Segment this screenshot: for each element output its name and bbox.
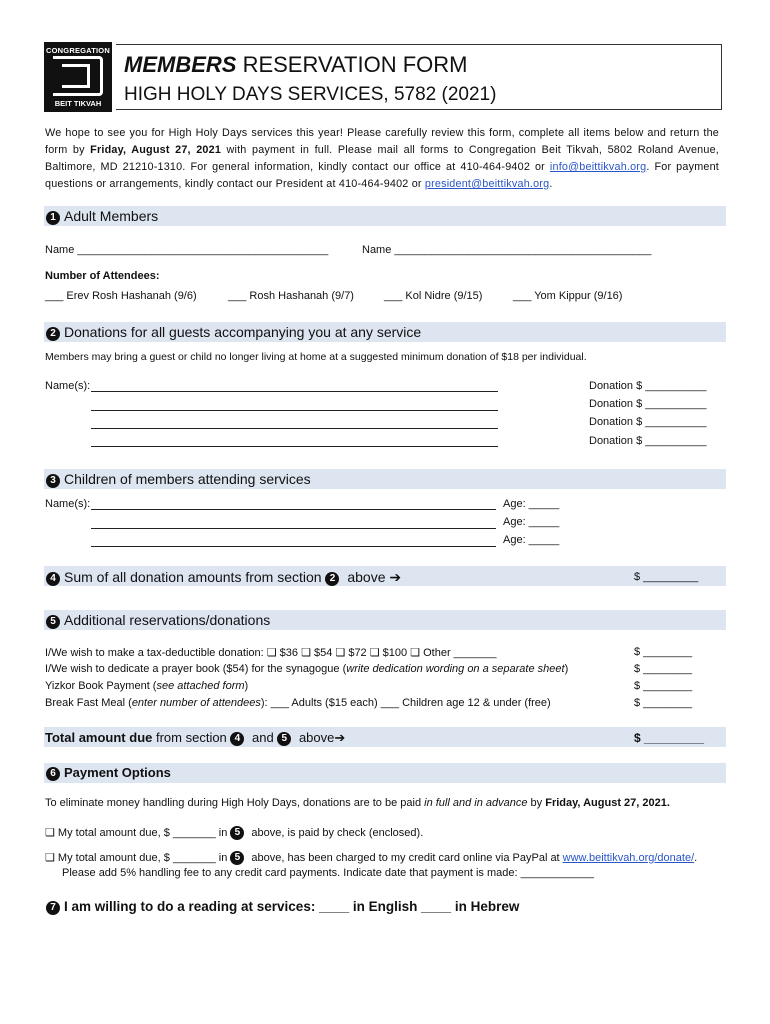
total-ref-5: 5: [277, 732, 291, 746]
page-subtitle: HIGH HOLY DAYS SERVICES, 5782 (2021): [124, 84, 497, 105]
page-title: [124, 52, 467, 78]
yizkor-text-c: ): [244, 680, 249, 692]
payment-note-a: To eliminate money handling during High Holy Days, donations are to be paid: [45, 797, 425, 809]
guest-donation-3[interactable]: Donation $ __________: [589, 416, 707, 428]
check-option-b: above, is paid by check (enclosed).: [248, 827, 424, 839]
intro-deadline: Friday, August 27, 2021: [90, 144, 222, 156]
section-2-number: 2: [46, 327, 60, 341]
total-ref-4: 4: [230, 732, 244, 746]
tax-deductible-donation-row[interactable]: I/We wish to make a tax-deductible donation: ❏ $36 ❏ $54 ❏ $72 ❏ $100 ❏ Other _______: [45, 647, 497, 659]
section-5-title: Additional reservations/donations: [64, 612, 271, 628]
section-3-number: 3: [46, 474, 60, 488]
break-fast-row[interactable]: [45, 697, 551, 709]
prayer-book-amount-field[interactable]: $ ________: [634, 663, 693, 675]
payment-note-b: in full and in advance: [424, 797, 528, 809]
break-fast-text-a: Break Fast Meal (: [45, 697, 132, 709]
guest-name-line-1[interactable]: [91, 391, 498, 392]
sum-donation-amount[interactable]: $ _________: [634, 571, 699, 583]
guest-name-line-3[interactable]: [91, 428, 498, 429]
total-text-b: above➔: [295, 730, 346, 745]
section-5-heading: [46, 612, 270, 629]
total-due-label: [45, 730, 345, 746]
guest-note: Members may bring a guest or child no longer living at home at a suggested minimum donation of $18 per individual.: [45, 351, 587, 363]
break-fast-text-c: ): ___ Adults ($15 each) ___ Children age 12 & under (free): [260, 697, 551, 709]
payment-paypal-option[interactable]: [45, 851, 697, 865]
office-email-link[interactable]: info@beittikvah.org: [549, 161, 647, 173]
guest-name-line-4[interactable]: [91, 446, 498, 447]
title-rest: RESERVATION FORM: [236, 52, 468, 77]
intro-text-2: with payment in full. Please mail all forms to Congregation Beit Tikvah, 5802 Roland Avenue, Baltimore, MD 21210-1310. For general information, kindly contact our office at 410-464-9402 or: [45, 144, 719, 173]
section-6-number: 6: [46, 767, 60, 781]
section-1-number: 1: [46, 211, 60, 225]
attendee-erev-rosh-hashanah[interactable]: ___ Erev Rosh Hashanah (9/6): [45, 290, 197, 302]
child-name-line-3[interactable]: [91, 546, 496, 547]
intro-text-4: .: [549, 178, 553, 190]
total-and: and: [248, 730, 278, 745]
prayer-book-text-b: write dedication wording on a separate sheet: [346, 663, 565, 675]
guest-name-line-2[interactable]: [91, 410, 498, 411]
section-4-number: 4: [46, 572, 60, 586]
section-6-title: Payment Options: [64, 765, 171, 780]
section-2-title: Donations for all guests accompanying you at any service: [64, 324, 422, 340]
payment-note-c: by: [527, 797, 546, 809]
section-2-heading: [46, 324, 421, 341]
title-bold: MEMBERS: [124, 52, 237, 77]
paypal-option-a: ❏ My total amount due, $ _______ in: [45, 852, 231, 864]
child-name-line-2[interactable]: [91, 528, 496, 529]
logo-bottom-text: BEIT TIKVAH: [54, 99, 102, 108]
prayer-book-text-c: ): [564, 663, 569, 675]
section-7-text: I am willing to do a reading at services: ____ in English ____ in Hebrew: [64, 899, 520, 914]
section-3-title: Children of members attending services: [64, 471, 311, 487]
section-6-heading: [46, 765, 171, 781]
prayer-book-row[interactable]: [45, 663, 568, 675]
congregation-logo: [44, 42, 112, 112]
guest-donation-2[interactable]: Donation $ __________: [589, 398, 707, 410]
break-fast-text-b: enter number of attendees: [131, 697, 261, 709]
attendee-rosh-hashanah[interactable]: ___ Rosh Hashanah (9/7): [228, 290, 354, 302]
section-4-ref-2: 2: [325, 572, 339, 586]
total-bold: Total amount due: [45, 730, 153, 745]
payment-note: [45, 797, 670, 809]
child-age-1[interactable]: Age: _____: [503, 498, 560, 510]
intro-paragraph: [45, 125, 719, 193]
paypal-link[interactable]: www.beittikvah.org/donate/: [562, 852, 695, 864]
check-option-a: ❏ My total amount due, $ _______ in: [45, 827, 231, 839]
total-amount-field[interactable]: $ _________: [634, 731, 705, 745]
president-email-link[interactable]: president@beittikvah.org: [424, 178, 550, 190]
paypal-note[interactable]: Please add 5% handling fee to any credit card payments. Indicate date that payment is made: ____________: [62, 867, 595, 879]
intro-text-3: . For payment questions or arrangements, kindly contact our President at 410-464-9402 or: [45, 161, 719, 190]
section-1-title: Adult Members: [64, 208, 159, 224]
section-4-heading: [46, 569, 401, 586]
paypal-option-b: above, has been charged to my credit card online via PayPal at: [248, 852, 563, 864]
member-name-1-field[interactable]: Name _________________________________________: [45, 244, 329, 256]
break-fast-amount-field[interactable]: $ ________: [634, 697, 693, 709]
attendee-kol-nidre[interactable]: ___ Kol Nidre (9/15): [384, 290, 483, 302]
paypal-option-ref-5: 5: [230, 851, 244, 865]
prayer-book-text-a: I/We wish to dedicate a prayer book ($54) for the synagogue (: [45, 663, 347, 675]
child-age-3[interactable]: Age: _____: [503, 534, 560, 546]
guest-donation-4[interactable]: Donation $ __________: [589, 435, 707, 447]
yizkor-text-a: Yizkor Book Payment (: [45, 680, 157, 692]
section-4-title-a: Sum of all donation amounts from section: [64, 569, 326, 585]
payment-note-d: Friday, August 27, 2021.: [545, 797, 670, 809]
paypal-option-c: .: [694, 852, 698, 864]
total-text-a: from section: [152, 730, 231, 745]
donation-amount-field[interactable]: $ ________: [634, 646, 693, 658]
section-5-number: 5: [46, 615, 60, 629]
children-names-label: Name(s):: [45, 498, 91, 510]
payment-check-option[interactable]: [45, 826, 423, 840]
child-age-2[interactable]: Age: _____: [503, 516, 560, 528]
section-7-number: 7: [46, 901, 60, 915]
guest-donation-1[interactable]: Donation $ __________: [589, 380, 707, 392]
child-name-line-1[interactable]: [91, 509, 496, 510]
section-3-heading: [46, 471, 311, 488]
member-name-2-field[interactable]: Name __________________________________________: [362, 244, 652, 256]
guest-names-label: Name(s):: [45, 380, 91, 392]
logo-mark-inner-icon: [62, 64, 90, 88]
section-7-reading[interactable]: [46, 899, 519, 915]
yizkor-amount-field[interactable]: $ ________: [634, 680, 693, 692]
yizkor-book-row[interactable]: [45, 680, 248, 692]
section-1-heading: [46, 208, 158, 225]
check-option-ref-5: 5: [230, 826, 244, 840]
logo-top-text: CONGREGATION: [46, 46, 110, 55]
section-4-title-b: above ➔: [343, 569, 402, 585]
attendees-label: Number of Attendees:: [45, 270, 160, 282]
intro-text-1: We hope to see you for High Holy Days services this year! Please carefully review this form, complete all items below and return the form by: [45, 127, 719, 156]
yizkor-text-b: see attached form: [156, 680, 245, 692]
attendee-yom-kippur[interactable]: ___ Yom Kippur (9/16): [513, 290, 623, 302]
